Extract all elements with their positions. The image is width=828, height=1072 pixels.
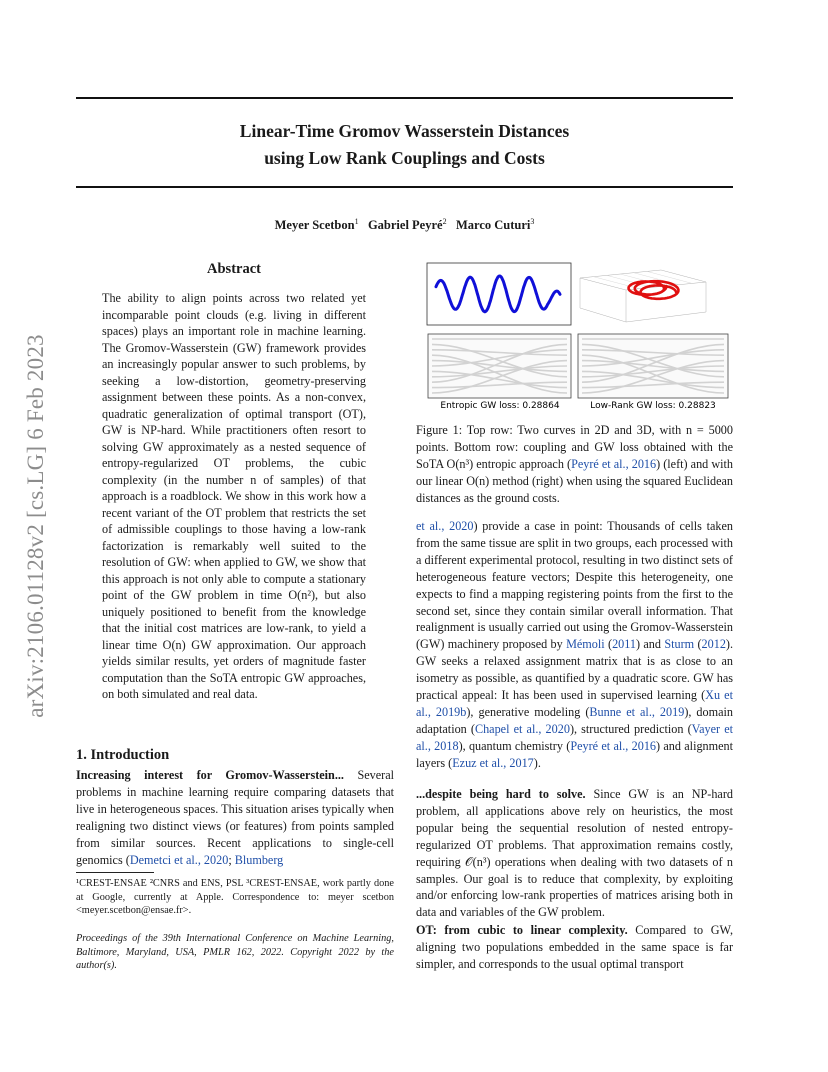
right-paragraph-2: ...despite being hard to solve. Since GW is an NP-hard problem, all applications above rely on heuristics, the most popular being the sequential resolution of nested entropy-regularized OT problems. That approximation remains costly, requiring 𝒪(n³) operations when dealing with two datasets of n samples. Our goal is to reduce that complexity, by exploiting and/or enforcing low-rank properties of matrices arising both in data and variables of the GW problem. [416,787,733,920]
citation-link[interactable]: Mémoli [566,637,605,652]
author-1: Meyer Scetbon$^1$ [274,217,359,233]
figure-label-entropic: Entropic GW loss: 0.28864 [440,401,560,411]
citation-link[interactable]: Sturm [664,637,695,652]
footnote-rule [76,872,154,873]
citation-link[interactable]: Chapel et al., 2020 [474,721,570,736]
right-paragraph-3-lead: OT: from cubic to linear complexity. [416,923,628,937]
caption-label: Figure 1: [416,423,463,437]
right-paragraph-3: OT: from cubic to linear complexity. Compared to GW, aligning two populations embedded in the same space is far simpler, and corresponds to the usual optimal transport [416,923,733,971]
citation-link[interactable]: Peyré et al., 2016 [571,457,657,471]
citation-link[interactable]: Demetci et al., 2020 [129,852,229,867]
section-introduction-heading: 1. Introduction [76,747,170,763]
arxiv-stamp-text: arXiv:2106.01128v2 [cs.LG] 6 Feb 2023 [23,334,48,718]
figure-1-caption: Figure 1: Top row: Two curves in 2D and 3D, with n = 5000 points. Bottom row: coupling and GW loss obtained with the SoTA O(n³) entropic approach (Peyré et al., 2016) (left) and with our linear O(n) method (right) when using the squared Euclidean distances as the ground costs. [416,423,734,505]
figure-1 [426,260,732,412]
citation-link[interactable]: 2011 [612,637,636,652]
curve-3d-spiral [629,281,679,299]
author-2: Gabriel Peyré$^2$ [367,217,447,233]
citation-link[interactable]: et al., 2020 [416,519,474,533]
intro-paragraph-1-lead: Increasing interest for Gromov-Wasserstein... [76,768,344,782]
abstract-body: The ability to align points across two related yet incomparable point clouds (e.g. living in different spaces) plays an important role in machine learning. The Gromov-Wasserstein (GW) framework provides an increasingly popular answer to such problems, by seeking a low-distortion, geometry-preserving assignment between these points. As a non-convex, quadratic generalization of optimal transport (OT), GW is NP-hard. While practitioners often resort to solving GW approximately as a nested sequence of entropy-regularized OT problems, the cubic complexity (in the number n of samples) of that approach is a roadblock. We show in this work how a recent variant of the OT problem that restricts the set of admissible couplings to those having a low-rank factorization is remarkably well suited to the resolution of GW: when applied to GW, we show that this approach is not only able to compute a stationary point of the GW problem in time O(n²), but also uniquely positioned to benefit from the knowledge that the initial cost matrices are low-rank, to yield a linear time O(n) GW approximation. Our approach yields similar results, yet orders of magnitude faster computation than the SoTA entropic GW approaches, on both simulated and real data. [102,291,366,701]
intro-paragraph-1: Increasing interest for Gromov-Wasserstein... Several problems in machine learning require comparing datasets that live in heterogeneous spaces. This situation arises typically when realigning two distinct views (or features) from points sampled from similar sources. Recent applications to single-cell genomics (Demetci et al., 2020; Blumberg [76,768,394,867]
title-line-2: using Low Rank Couplings and Costs [264,148,545,168]
footnote-affiliations: ¹CREST-ENSAE ²CNRS and ENS, PSL ³CREST-ENSAE, work partly done at Google, currently at Apple. Correspondence to: meyer scetbon <meyer.scetbon@ensae.fr>. [76,878,394,916]
citation-link[interactable]: Vayer et al., 2018 [416,721,733,753]
footnote-proceedings: Proceedings of the 39th International Conference on Machine Learning, Baltimore, Maryland, USA, PMLR 162, 2022. Copyright 2022 by the author(s). [76,933,394,971]
author-list [76,217,733,233]
figure-1-graphic [426,260,732,412]
citation-link[interactable]: Blumberg [234,852,284,867]
right-paragraph-1: et al., 2020) provide a case in point: Thousands of cells taken from the same tissue are split in two groups, each processed with a different experimental protocol, resulting in two distinct sets of heterogeneous feature vectors; Despite this heterogeneity, one expects to find a mapping registering points from the first to the second set, since they contain similar overall information. That realignment is usually carried out using the Gromov-Wasserstein (GW) machinery proposed by Mémoli (2011) and Sturm (2012). GW seeks a relaxed assignment matrix that is as close to an isometry as possible, as quantified by a quadratic score. GW has practical appeal: It has been used in supervised learning (Xu et al., 2019b), generative modeling (Bunne et al., 2019), domain adaptation (Chapel et al., 2020), structured prediction (Vayer et al., 2018), quantum chemistry (Peyré et al., 2016) and alignment layers (Ezuz et al., 2017). [416,519,734,770]
title-rule-bottom [76,186,733,188]
author-3: Marco Cuturi$^3$ [455,217,535,233]
citation-link[interactable]: Xu et al., 2019b [416,688,733,719]
right-paragraph-2-lead: ...despite being hard to solve. [416,787,586,801]
arxiv-stamp [19,296,53,756]
citation-link[interactable]: Ezuz et al., 2017 [452,755,534,770]
paper-title [76,118,733,172]
abstract-heading: Abstract [207,261,261,277]
figure-label-low-rank: Low-Rank GW loss: 0.28823 [590,401,716,411]
title-line-1: Linear-Time Gromov Wasserstein Distances [239,121,570,141]
citation-link[interactable]: Peyré et al., 2016 [570,738,657,753]
title-rule-top [76,97,733,99]
citation-link[interactable]: Bunne et al., 2019 [589,704,685,719]
citation-link[interactable]: 2012 [701,637,726,652]
